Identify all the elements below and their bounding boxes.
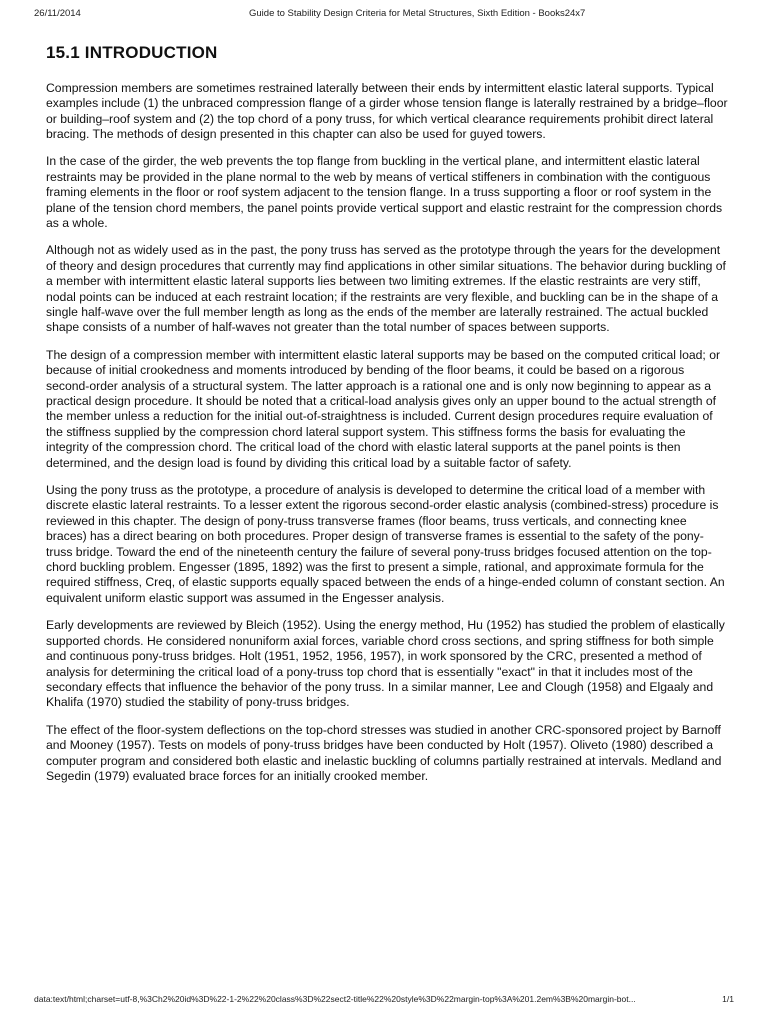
section-title: 15.1 INTRODUCTION bbox=[46, 43, 218, 62]
print-page-title: Guide to Stability Design Criteria for Metal Structures, Sixth Edition - Books24x7 bbox=[249, 8, 586, 19]
print-header bbox=[34, 8, 734, 22]
paragraph-7: The effect of the floor-system deflections on the top-chord stresses was studied in another CRC-sponsored project by Barnoff and Mooney (1957). Tests on models of pony-truss bridges have been conducted by Holt (1957). Oliveto (1980) described a computer program and considered both elastic and inelastic buckling of columns partially restrained at intervals. Medland and Segedin (1979) evaluated brace forces for an initially crooked member. bbox=[46, 722, 722, 783]
paragraph-5: Using the pony truss as the prototype, a procedure of analysis is developed to determine the critical load of a member with discrete elastic lateral restraints. To a lesser extent the rigorous second-order elastic analysis (combined-stress) procedure is reviewed in this chapter. The design of pony-truss transverse frames (floor beams, truss verticals, and connecting knee braces) has a direct bearing on both procedures. Proper design of transverse frames is essential to the safety of the pony-truss bridge. Toward the end of the nineteenth century the failure of several pony-truss bridges focused attention on the top-chord buckling problem. Engesser (1895, 1892) was the first to present a simple, rational, and approximate formula for the required stiffness, Creq, of elastic supports equally spaced between the ends of a hinge-ended column of constant section. An equivalent uniform elastic support was assumed in the Engesser analysis. bbox=[46, 483, 725, 605]
page-count: 1/1 bbox=[722, 994, 734, 1004]
paragraph-3: Although not as widely used as in the past, the pony truss has served as the prototype through the years for the development of theory and design procedures that currently may find applications in other similar situations. The behavior during buckling of a member with intermittent elastic lateral supports lies between two limiting extremes. If the elastic restraints are very stiff, nodal points can be induced at each restraint location; if the restraints are very flexible, and buckling can be in the shape of a single half-wave over the full member length as long as the ends of the member are laterally restrained. The actual buckled shape consists of a number of half-waves not greater than the total number of spaces between supports. bbox=[46, 243, 726, 335]
paragraph-4: The design of a compression member with intermittent elastic lateral supports may be based on the computed critical load; or because of initial crookedness and moments introduced by bending of the floor beams, it could be based on a rigorous second-order analysis of a structural system. The latter approach is a rational one and is only now beginning to appear as a practical design procedure. It should be noted that a critical-load analysis gives only an upper bound to the actual strength of the member unless a reduction for the initial out-of-straightness is included. Current design procedures require evaluation of the stiffness supplied by the compression chord lateral support system. This stiffness forms the basis for evaluating the integrity of the compression chord. The critical load of the chord with elastic lateral supports at the panel points is then determined, and the design load is found by dividing this critical load by a suitable factor of safety. bbox=[46, 347, 721, 470]
document-content bbox=[46, 44, 730, 796]
paragraph-1: Compression members are sometimes restrained laterally between their ends by intermittent elastic lateral supports. Typical examples include (1) the unbraced compression flange of a girder whose tension flange is laterally restrained by a bridge–floor or building–roof system and (2) the top chord of a pony truss, for which vertical clearance requirements prohibit direct lateral bracing. The methods of design presented in this chapter can also be used for guyed towers. bbox=[46, 80, 728, 141]
paragraph-6: Early developments are reviewed by Bleich (1952). Using the energy method, Hu (1952) has studied the problem of elastically supported chords. He considered nonuniform axial forces, variable chord cross sections, and spring stiffness for both simple and continuous pony-truss bridges. Holt (1951, 1952, 1956, 1957), in work sponsored by the CRC, presented a method of analysis for determining the critical load of a pony-truss top chord that is essentially "exact" in that it includes most of the secondary effects that influence the behavior of the pony truss. In a similar manner, Lee and Clough (1958) and Elgaaly and Khalifa (1970) studied the stability of pony-truss bridges. bbox=[46, 618, 725, 710]
print-footer bbox=[34, 994, 734, 1006]
print-date: 26/11/2014 bbox=[34, 8, 81, 19]
paragraph-2: In the case of the girder, the web prevents the top flange from buckling in the vertical plane, and intermittent elastic lateral restraints may be provided in the plane normal to the web by means of vertical stiffeners in combination with the contiguous framing elements in the floor or roof system adjacent to the tension flange. In a truss supporting a floor or roof system in the plane of the tension chord members, the panel points provide vertical support and elastic restraint for the compression chords as a whole. bbox=[46, 154, 723, 230]
print-url: data:text/html;charset=utf-8,%3Ch2%20id%3D%22-1-2%22%20class%3D%22sect2-title%22%20style%3D%22margin-top%3A%201.2em%3B%20margin-bot... bbox=[34, 994, 636, 1004]
